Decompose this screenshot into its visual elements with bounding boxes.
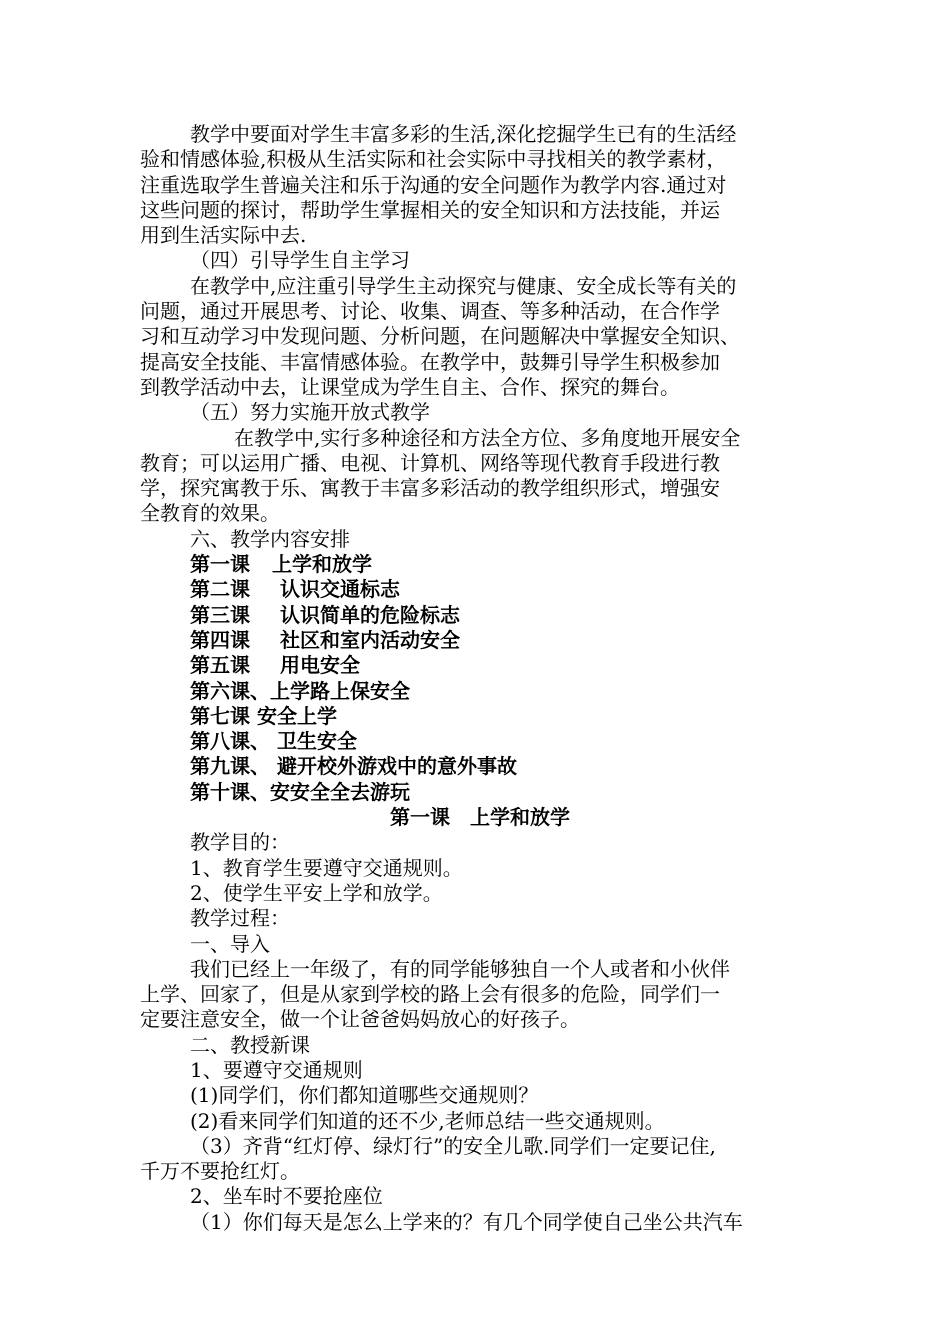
body-line: 2、使学生平安上学和放学。 [190,880,443,905]
body-line: 1、要遵守交通规则 [190,1057,363,1082]
body-line: 定要注意安全，做一个让爸爸妈妈放心的好孩子。 [140,1007,580,1032]
para1-line: 这些问题的探讨，帮助学生掌握相关的安全知识和方法技能，并运 [140,197,720,222]
section-heading-6: 六、教学内容安排 [190,526,350,551]
lesson-number: 第四课 [190,627,250,652]
body-line: 2、坐车时不要抢座位 [190,1184,383,1209]
lesson-title: 认识简单的危险标志 [280,602,460,627]
body-line: 我们已经上一年级了，有的同学能够独自一个人或者和小伙伴 [190,956,730,981]
para1-line: 教学中要面对学生丰富多彩的生活,深化挖掘学生已有的生活经 [190,122,737,146]
body-line: 一、导入 [190,931,270,956]
body-line: 教学过程： [190,906,290,931]
body-line: 1、教育学生要遵守交通规则。 [190,855,463,880]
question-line: （3）齐背“红灯停、绿灯行”的安全儿歌.同学们一定要记住, [190,1133,716,1158]
para2-line: 习和互动学习中发现问题、分析问题，在问题解决中掌握安全知识、 [140,324,740,349]
lesson-item: 第八课、 卫生安全 [190,729,357,754]
lesson-title: 认识交通标志 [280,577,400,602]
body-line: 上学、回家了，但是从家到学校的路上会有很多的危险，同学们一 [140,982,720,1007]
question-line: (2)看来同学们知道的还不少,老师总结一些交通规则。 [190,1108,665,1133]
section-heading-4: （四）引导学生自主学习 [190,248,410,273]
body-line: 教学目的： [190,830,290,855]
lesson-title: 用电安全 [280,653,360,678]
lesson-item: 第十课、安安全全去游玩 [190,779,410,804]
document-page [140,122,820,1235]
lesson-title: 上学和放学 [272,552,372,577]
lesson-number: 第二课 [190,577,250,602]
body-line: 二、教授新课 [190,1032,310,1057]
para2-line: 在教学中,应注重引导学生主动探究与健康、安全成长等有关的 [190,273,737,298]
lesson-title: 社区和室内活动安全 [280,627,460,652]
lesson-item [140,603,820,628]
para3-line: 教育；可以运用广播、电视、计算机、网络等现代教育手段进行教 [140,450,720,475]
para2-line: 到教学活动中去，让课堂成为学生自主、合作、探究的舞台。 [140,374,680,399]
lesson-item: 第九课、 避开校外游戏中的意外事故 [190,754,517,779]
para1-line: 用到生活实际中去. [140,223,307,248]
lesson-number: 第三课 [190,602,250,627]
question-line: (1)同学们，你们都知道哪些交通规则？ [190,1083,539,1108]
para2-line: 提高安全技能、丰富情感体验。在教学中，鼓舞引导学生积极参加 [140,349,720,374]
lesson-number: 第五课 [190,653,250,678]
lesson-item [140,552,820,577]
lesson-item: 第六课、上学路上保安全 [190,678,410,703]
lesson-item [140,628,820,653]
question-line: （1）你们每天是怎么上学来的？有几个同学使自己坐公共汽车 [190,1209,743,1234]
para1-line: 验和情感体验,积极从生活实际和社会实际中寻找相关的教学素材， [140,147,727,172]
lesson1-title: 第一课 上学和放学 [390,805,570,830]
lesson-number: 第一课 [190,552,250,577]
para2-line: 问题，通过开展思考、讨论、收集、调查、等多种活动，在合作学 [140,299,720,324]
para3-line: 全教育的效果。 [140,501,280,526]
question-line: 千万不要抢红灯。 [140,1159,300,1184]
para1-line: 注重选取学生普遍关注和乐于沟通的安全问题作为教学内容.通过对 [140,172,727,197]
para3-line: 学，探究寓教于乐、寓教于丰富多彩活动的教学组织形式，增强安 [140,476,720,501]
lesson-item: 第七课 安全上学 [190,703,337,728]
para3-line: 在教学中,实行多种途径和方法全方位、多角度地开展安全 [234,425,741,450]
section-heading-5: （五）努力实施开放式教学 [190,400,430,425]
lesson-item [140,577,820,602]
lesson-item [140,653,820,678]
